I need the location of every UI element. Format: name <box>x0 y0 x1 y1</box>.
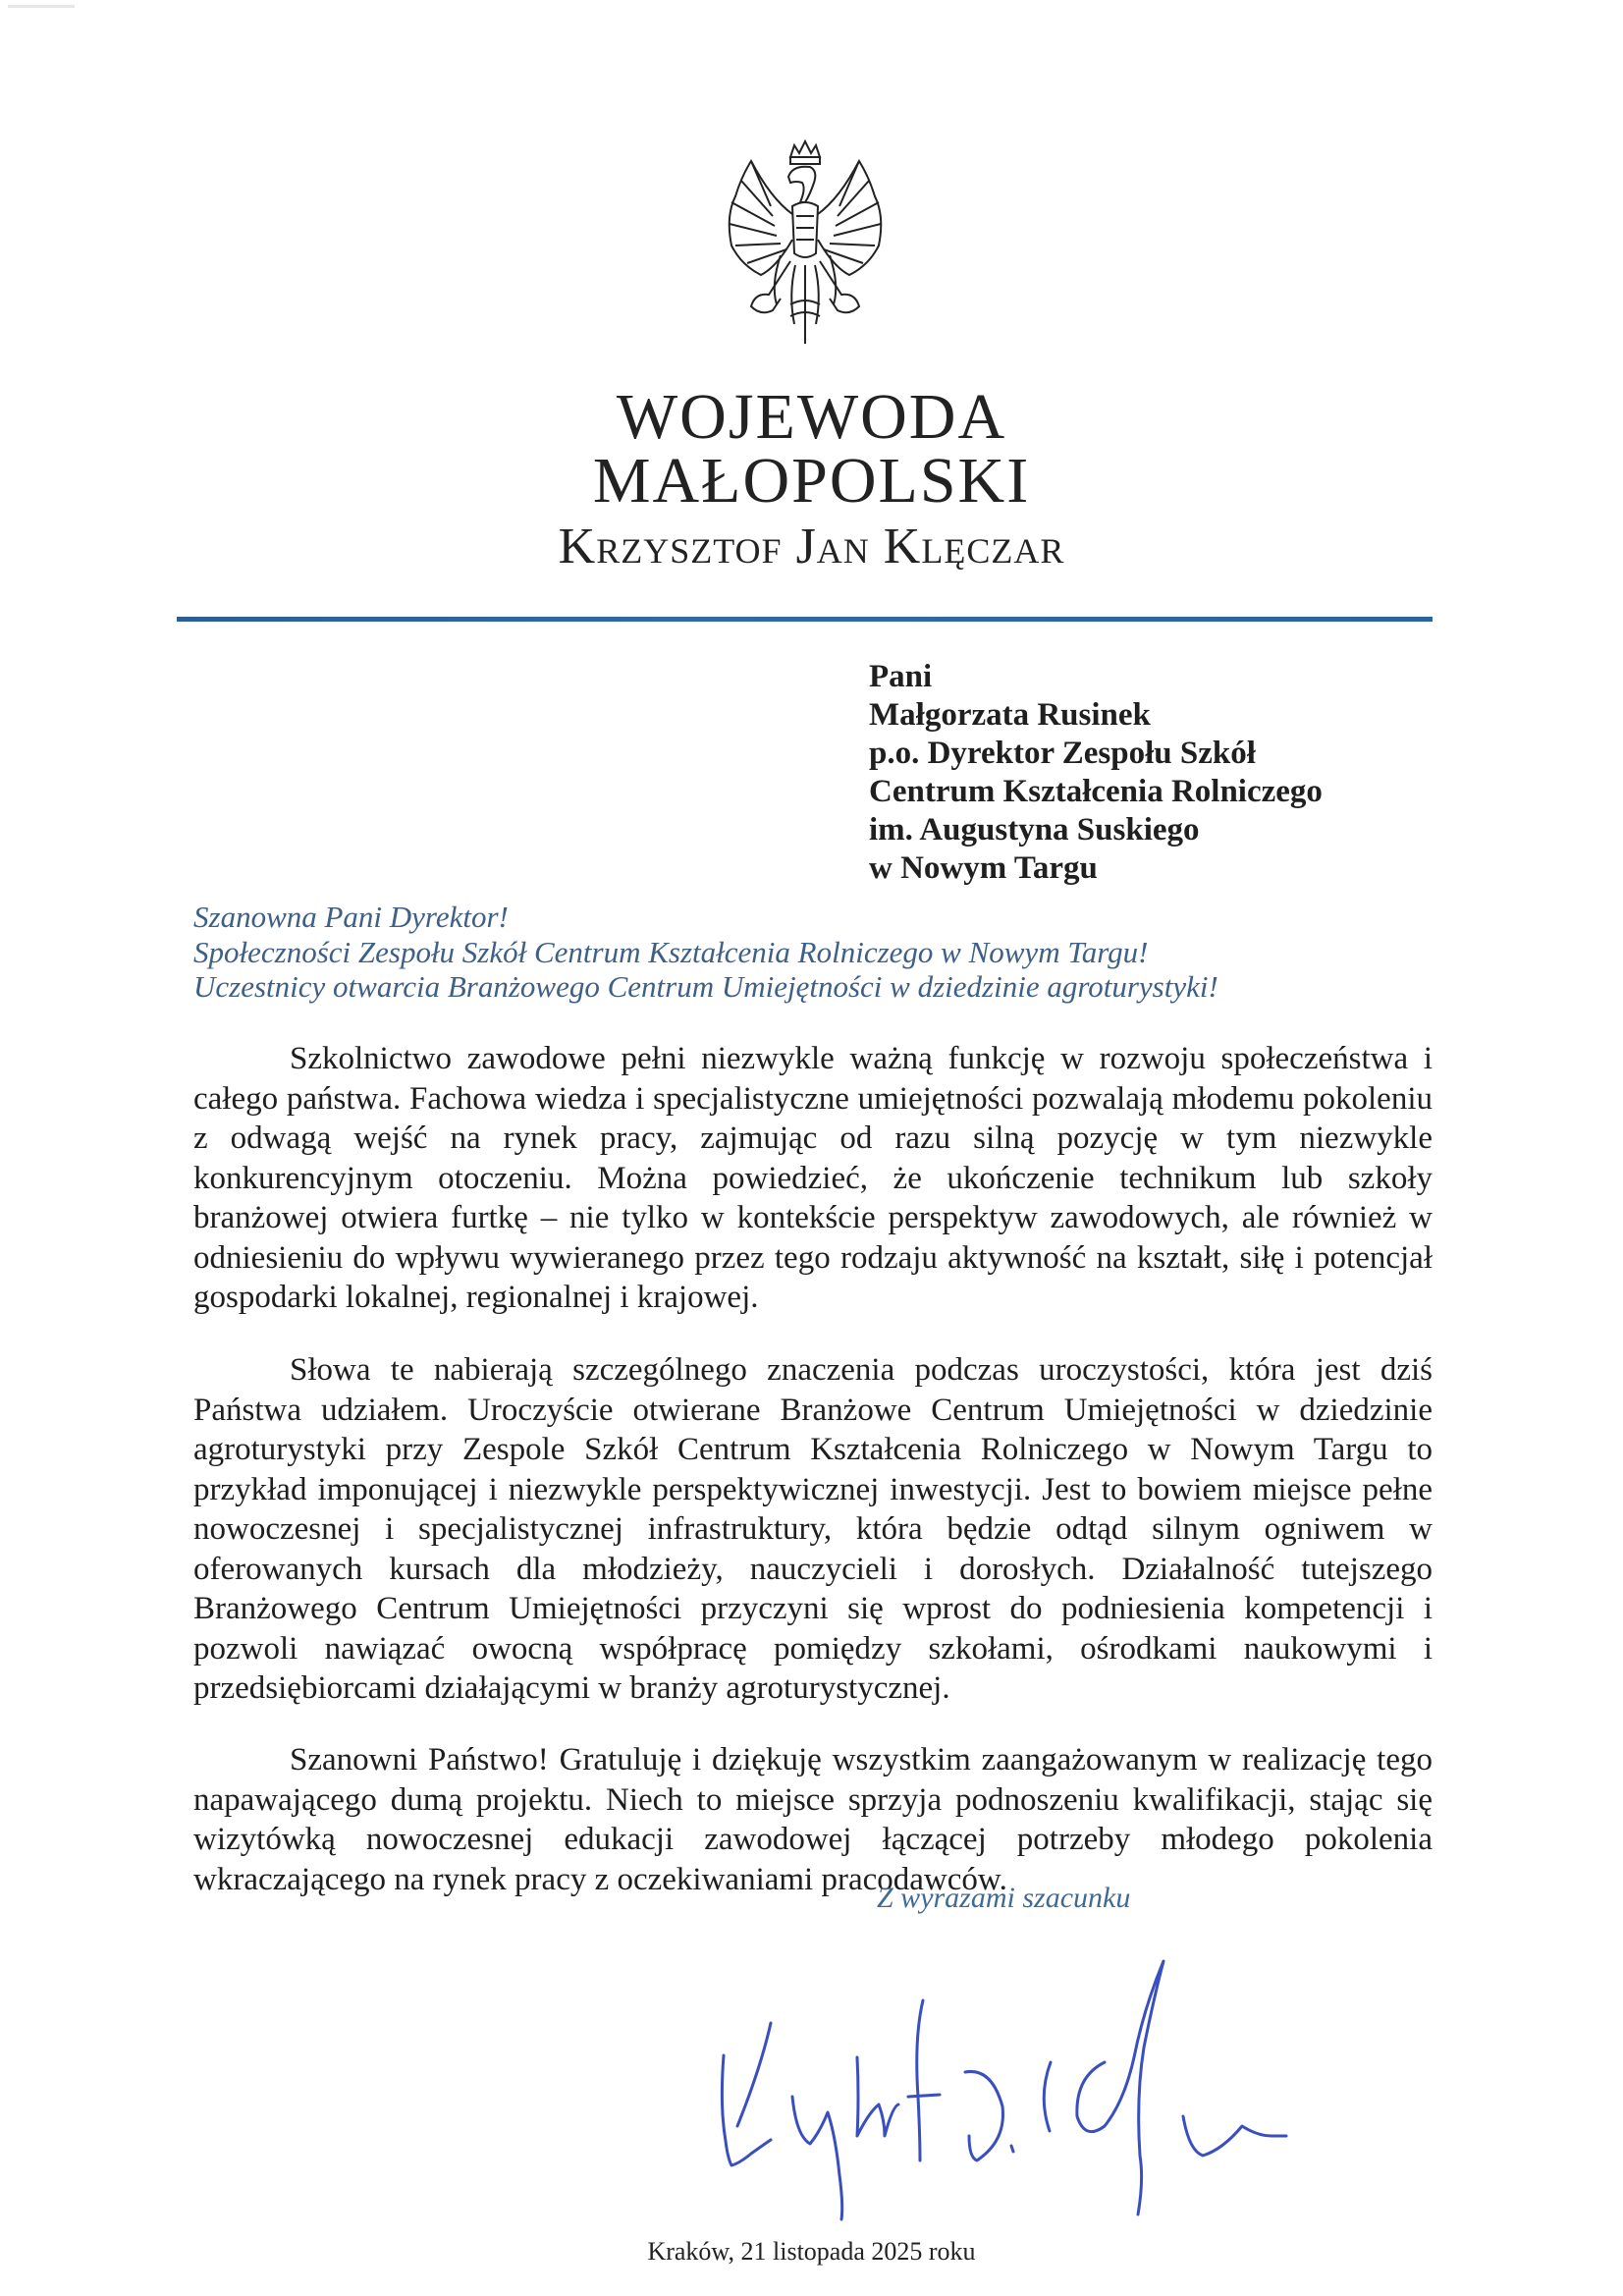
recipient-line: Małgorzata Rusinek <box>869 697 1151 733</box>
closing-phrase: Z wyrazami szacunku <box>877 1882 1131 1914</box>
recipient-line: p.o. Dyrektor Zespołu Szkół <box>869 736 1256 771</box>
salutation-block <box>193 900 1218 1005</box>
place-and-date: Kraków, 21 listopada 2025 roku <box>647 2237 976 2266</box>
recipient-line: im. Augustyna Suskiego <box>869 812 1200 847</box>
recipient-block <box>869 658 1323 888</box>
scan-artifact <box>8 5 75 8</box>
recipient-line: w Nowym Targu <box>869 850 1098 886</box>
salutation-line: Uczestnicy otwarcia Branżowego Centrum Umiejętności w dziedzinie agroturystyki! <box>193 969 1218 1004</box>
salutation-line: Szanowna Pani Dyrektor! <box>193 900 509 934</box>
header-divider <box>177 617 1433 622</box>
body-paragraph: Słowa te nabierają szczególnego znaczenia podczas uroczystości, która jest dziś Państwa udziałem. Uroczyście otwierane Branżowe Centrum Umiejętności w dziedzinie agroturystyki przy Zespole Szkół Centrum Kształcenia Rolniczego w Nowym Targu to przykład imponującej i niezwykle perspektywicznej inwestycji. Jest to bowiem miejsce pełne nowoczesnej i specjalistycznej infrastruktury, która będzie odtąd silnym ogniwem w oferowanych kursach dla młodzieży, nauczycieli i dorosłych. Działalność tutejszego Branżowego Centrum Umiejętności przyczyni się wprost do podniesienia kompetencji i pozwoli nawiązać owocną współpracę pomiędzy szkołami, ośrodkami naukowymi i przedsiębiorcami działającymi w branży agroturystycznej. <box>193 1352 1433 1706</box>
body-paragraph: Szkolnictwo zawodowe pełni niezwykle ważną funkcję w rozwoju społeczeństwa i całego państwa. Fachowa wiedza i specjalistyczne umiejętności pozwalają młodemu pokoleniu z odwagą wejść na rynek pracy, zajmując od razu silną pozycję w tym niezwykle konkurencyjnym otoczeniu. Można powiedzieć, że ukończenie technikum lub szkoły branżowej otwiera furtkę – nie tylko w kontekście perspektyw zawodowych, ale również w odniesieniu do wpływu wywieranego przez tego rodzaju aktywność na kształt, siłę i potencjał gospodarki lokalnej, regionalnej i krajowej. <box>193 1041 1433 1315</box>
recipient-line: Pani <box>869 659 933 694</box>
office-title-line-1: WOJEWODA <box>616 381 1007 453</box>
body-paragraph: Szanowni Państwo! Gratuluję i dziękuję wszystkim zaangażowanym w realizację tego napawającego dumą projektu. Niech to miejsce sprzyja podnoszeniu kwalifikacji, stając się wizytówką nowoczesnej edukacji zawodowej łączącej potrzeby młodego pokolenia wkraczającego na rynek pracy z oczekiwaniami pracodawców. <box>193 1742 1433 1897</box>
salutation-line: Społeczności Zespołu Szkół Centrum Kształcenia Rolniczego w Nowym Targu! <box>193 934 1149 969</box>
official-name: Krzysztof Jan Klęczar <box>558 519 1065 574</box>
handwritten-signature-icon <box>712 1940 1360 2234</box>
polish-eagle-emblem-icon <box>712 137 898 349</box>
recipient-line: Centrum Kształcenia Rolniczego <box>869 774 1323 809</box>
office-title-line-2: MAŁOPOLSKI <box>592 445 1031 517</box>
